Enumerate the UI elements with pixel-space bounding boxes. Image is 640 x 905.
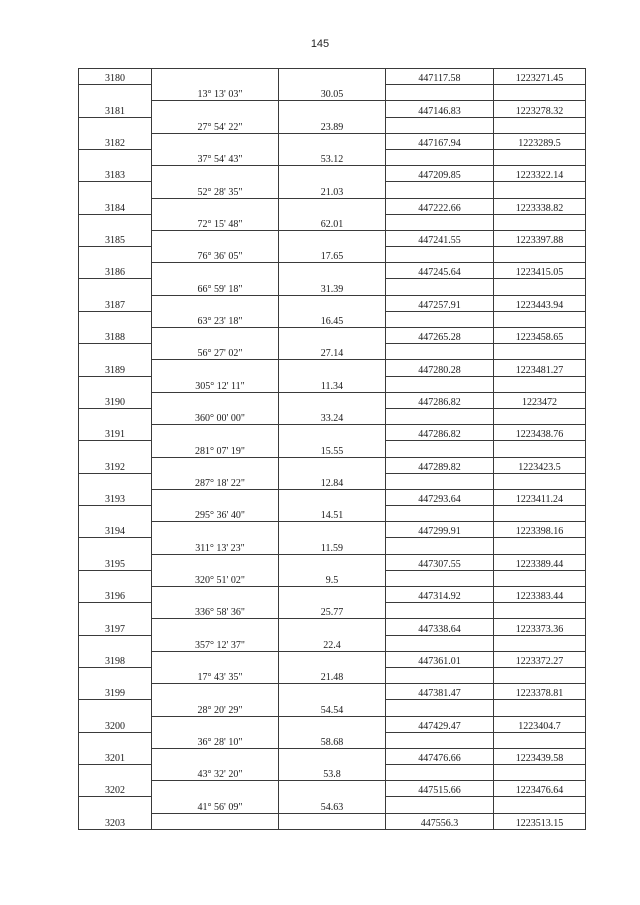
x-coordinate: 447307.55: [386, 554, 494, 570]
x-blank-cell: [386, 667, 494, 683]
x-blank-cell: [386, 700, 494, 716]
point-number: 3187: [79, 295, 152, 311]
segment-row: [79, 182, 586, 198]
y-coordinate: 1223443.94: [494, 295, 586, 311]
point-number: 3185: [79, 230, 152, 246]
distance-blank-cell: [279, 554, 386, 570]
distance-blank-cell: [279, 781, 386, 797]
distance-blank-cell: [279, 133, 386, 149]
segment-row: [79, 570, 586, 586]
y-blank-cell: [494, 376, 586, 392]
x-blank-cell: [386, 570, 494, 586]
distance: 31.39: [279, 279, 386, 295]
bearing: 357° 12' 37": [152, 635, 279, 651]
point-row: [79, 230, 586, 246]
x-coordinate: 447146.83: [386, 101, 494, 117]
y-coordinate: 1223278.32: [494, 101, 586, 117]
bearing: 311° 13' 23": [152, 538, 279, 554]
point-number: 3191: [79, 425, 152, 441]
y-coordinate: 1223423.5: [494, 457, 586, 473]
point-number: 3202: [79, 781, 152, 797]
x-coordinate: 447286.82: [386, 392, 494, 408]
bearing-blank-cell: [152, 813, 279, 829]
bearing: 17° 43' 35": [152, 667, 279, 683]
point-row: [79, 684, 586, 700]
bearing-blank-cell: [152, 716, 279, 732]
distance-blank-cell: [279, 425, 386, 441]
point-number: 3203: [79, 813, 152, 829]
x-coordinate: 447222.66: [386, 198, 494, 214]
bearing-blank-cell: [152, 392, 279, 408]
x-blank-cell: [386, 85, 494, 101]
distance-blank-cell: [279, 166, 386, 182]
survey-table-body: [79, 69, 586, 830]
distance-blank-cell: [279, 295, 386, 311]
segment-row: [79, 732, 586, 748]
bearing: 336° 58' 36": [152, 603, 279, 619]
y-coordinate: 1223322.14: [494, 166, 586, 182]
point-blank-cell: [79, 247, 152, 263]
distance-blank-cell: [279, 748, 386, 764]
point-number: 3201: [79, 748, 152, 764]
y-blank-cell: [494, 408, 586, 424]
y-blank-cell: [494, 603, 586, 619]
bearing: 37° 54' 43": [152, 149, 279, 165]
bearing: 295° 36' 40": [152, 506, 279, 522]
y-blank-cell: [494, 279, 586, 295]
y-blank-cell: [494, 506, 586, 522]
y-blank-cell: [494, 797, 586, 813]
survey-coordinate-table: [78, 68, 586, 830]
distance-blank-cell: [279, 684, 386, 700]
x-coordinate: 447209.85: [386, 166, 494, 182]
y-blank-cell: [494, 441, 586, 457]
distance-blank-cell: [279, 587, 386, 603]
bearing: 320° 51' 02": [152, 570, 279, 586]
point-blank-cell: [79, 214, 152, 230]
bearing-blank-cell: [152, 554, 279, 570]
point-row: [79, 425, 586, 441]
point-number: 3184: [79, 198, 152, 214]
y-coordinate: 1223289.5: [494, 133, 586, 149]
x-blank-cell: [386, 506, 494, 522]
bearing: 56° 27' 02": [152, 344, 279, 360]
bearing-blank-cell: [152, 263, 279, 279]
point-blank-cell: [79, 182, 152, 198]
bearing-blank-cell: [152, 230, 279, 246]
x-blank-cell: [386, 732, 494, 748]
y-coordinate: 1223389.44: [494, 554, 586, 570]
x-coordinate: 447515.66: [386, 781, 494, 797]
y-coordinate: 1223338.82: [494, 198, 586, 214]
bearing: 76° 36' 05": [152, 247, 279, 263]
bearing-blank-cell: [152, 295, 279, 311]
point-blank-cell: [79, 376, 152, 392]
point-row: [79, 69, 586, 85]
y-coordinate: 1223372.27: [494, 651, 586, 667]
x-blank-cell: [386, 797, 494, 813]
point-number: 3197: [79, 619, 152, 635]
segment-row: [79, 603, 586, 619]
distance: 54.54: [279, 700, 386, 716]
x-coordinate: 447429.47: [386, 716, 494, 732]
point-row: [79, 781, 586, 797]
point-number: 3180: [79, 69, 152, 85]
x-blank-cell: [386, 279, 494, 295]
y-coordinate: 1223411.24: [494, 489, 586, 505]
point-blank-cell: [79, 667, 152, 683]
distance-blank-cell: [279, 813, 386, 829]
distance-blank-cell: [279, 263, 386, 279]
bearing-blank-cell: [152, 781, 279, 797]
segment-row: [79, 473, 586, 489]
point-blank-cell: [79, 85, 152, 101]
bearing-blank-cell: [152, 587, 279, 603]
y-coordinate: 1223271.45: [494, 69, 586, 85]
bearing-blank-cell: [152, 101, 279, 117]
segment-row: [79, 408, 586, 424]
bearing-blank-cell: [152, 198, 279, 214]
distance: 21.48: [279, 667, 386, 683]
point-blank-cell: [79, 149, 152, 165]
bearing-blank-cell: [152, 133, 279, 149]
segment-row: [79, 765, 586, 781]
x-coordinate: 447293.64: [386, 489, 494, 505]
y-coordinate: 1223373.36: [494, 619, 586, 635]
segment-row: [79, 797, 586, 813]
x-coordinate: 447280.28: [386, 360, 494, 376]
point-row: [79, 522, 586, 538]
point-number: 3188: [79, 328, 152, 344]
y-blank-cell: [494, 473, 586, 489]
point-blank-cell: [79, 732, 152, 748]
distance: 23.89: [279, 117, 386, 133]
segment-row: [79, 635, 586, 651]
point-number: 3200: [79, 716, 152, 732]
y-coordinate: 1223404.7: [494, 716, 586, 732]
distance-blank-cell: [279, 198, 386, 214]
point-number: 3181: [79, 101, 152, 117]
distance-blank-cell: [279, 328, 386, 344]
bearing-blank-cell: [152, 328, 279, 344]
point-row: [79, 263, 586, 279]
segment-row: [79, 441, 586, 457]
y-blank-cell: [494, 182, 586, 198]
point-row: [79, 489, 586, 505]
y-blank-cell: [494, 570, 586, 586]
point-blank-cell: [79, 570, 152, 586]
distance: 25.77: [279, 603, 386, 619]
distance: 11.34: [279, 376, 386, 392]
point-blank-cell: [79, 635, 152, 651]
y-coordinate: 1223458.65: [494, 328, 586, 344]
segment-row: [79, 117, 586, 133]
bearing-blank-cell: [152, 522, 279, 538]
distance: 21.03: [279, 182, 386, 198]
segment-row: [79, 214, 586, 230]
distance-blank-cell: [279, 392, 386, 408]
y-coordinate: 1223481.27: [494, 360, 586, 376]
x-coordinate: 447245.64: [386, 263, 494, 279]
y-blank-cell: [494, 117, 586, 133]
point-number: 3195: [79, 554, 152, 570]
point-row: [79, 651, 586, 667]
bearing: 360° 00' 00": [152, 408, 279, 424]
y-coordinate: 1223476.64: [494, 781, 586, 797]
distance: 33.24: [279, 408, 386, 424]
x-coordinate: 447361.01: [386, 651, 494, 667]
point-row: [79, 328, 586, 344]
x-blank-cell: [386, 538, 494, 554]
segment-row: [79, 538, 586, 554]
distance-blank-cell: [279, 101, 386, 117]
x-coordinate: 447265.28: [386, 328, 494, 344]
segment-row: [79, 344, 586, 360]
x-blank-cell: [386, 473, 494, 489]
point-row: [79, 716, 586, 732]
distance-blank-cell: [279, 457, 386, 473]
x-blank-cell: [386, 117, 494, 133]
page-number: 145: [310, 38, 330, 50]
distance-blank-cell: [279, 360, 386, 376]
distance: 58.68: [279, 732, 386, 748]
x-coordinate: 447117.58: [386, 69, 494, 85]
bearing: 52° 28' 35": [152, 182, 279, 198]
x-coordinate: 447241.55: [386, 230, 494, 246]
point-number: 3186: [79, 263, 152, 279]
distance: 9.5: [279, 570, 386, 586]
x-blank-cell: [386, 214, 494, 230]
distance: 22.4: [279, 635, 386, 651]
x-coordinate: 447381.47: [386, 684, 494, 700]
point-blank-cell: [79, 473, 152, 489]
y-coordinate: 1223397.88: [494, 230, 586, 246]
y-blank-cell: [494, 635, 586, 651]
bearing: 43° 32' 20": [152, 765, 279, 781]
distance: 17.65: [279, 247, 386, 263]
x-coordinate: 447299.91: [386, 522, 494, 538]
point-blank-cell: [79, 506, 152, 522]
point-blank-cell: [79, 408, 152, 424]
x-coordinate: 447289.82: [386, 457, 494, 473]
point-row: [79, 554, 586, 570]
y-blank-cell: [494, 732, 586, 748]
bearing-blank-cell: [152, 748, 279, 764]
distance: 54.63: [279, 797, 386, 813]
bearing: 287° 18' 22": [152, 473, 279, 489]
segment-row: [79, 279, 586, 295]
segment-row: [79, 247, 586, 263]
distance-blank-cell: [279, 522, 386, 538]
bearing-blank-cell: [152, 651, 279, 667]
y-blank-cell: [494, 765, 586, 781]
distance: 30.05: [279, 85, 386, 101]
distance-blank-cell: [279, 230, 386, 246]
x-blank-cell: [386, 603, 494, 619]
y-blank-cell: [494, 85, 586, 101]
point-number: 3198: [79, 651, 152, 667]
x-blank-cell: [386, 182, 494, 198]
x-blank-cell: [386, 376, 494, 392]
y-coordinate: 1223378.81: [494, 684, 586, 700]
point-row: [79, 101, 586, 117]
x-coordinate: 447167.94: [386, 133, 494, 149]
point-row: [79, 587, 586, 603]
distance: 14.51: [279, 506, 386, 522]
distance: 11.59: [279, 538, 386, 554]
distance-blank-cell: [279, 651, 386, 667]
x-blank-cell: [386, 247, 494, 263]
point-row: [79, 133, 586, 149]
segment-row: [79, 311, 586, 327]
point-blank-cell: [79, 603, 152, 619]
bearing: 28° 20' 29": [152, 700, 279, 716]
x-blank-cell: [386, 441, 494, 457]
y-blank-cell: [494, 667, 586, 683]
x-coordinate: 447556.3: [386, 813, 494, 829]
y-blank-cell: [494, 700, 586, 716]
y-coordinate: 1223472: [494, 392, 586, 408]
distance: 16.45: [279, 311, 386, 327]
bearing: 13° 13' 03": [152, 85, 279, 101]
bearing-blank-cell: [152, 425, 279, 441]
bearing: 281° 07' 19": [152, 441, 279, 457]
distance-blank-cell: [279, 716, 386, 732]
x-blank-cell: [386, 408, 494, 424]
x-coordinate: 447338.64: [386, 619, 494, 635]
point-row: [79, 392, 586, 408]
point-blank-cell: [79, 765, 152, 781]
point-number: 3199: [79, 684, 152, 700]
y-coordinate: 1223513.15: [494, 813, 586, 829]
point-blank-cell: [79, 700, 152, 716]
point-blank-cell: [79, 117, 152, 133]
y-coordinate: 1223415.05: [494, 263, 586, 279]
point-number: 3182: [79, 133, 152, 149]
bearing: 72° 15' 48": [152, 214, 279, 230]
bearing: 305° 12' 11": [152, 376, 279, 392]
point-number: 3196: [79, 587, 152, 603]
y-blank-cell: [494, 149, 586, 165]
bearing-blank-cell: [152, 457, 279, 473]
y-blank-cell: [494, 214, 586, 230]
point-number: 3194: [79, 522, 152, 538]
y-coordinate: 1223398.16: [494, 522, 586, 538]
distance: 27.14: [279, 344, 386, 360]
bearing: 41° 56' 09": [152, 797, 279, 813]
point-row: [79, 198, 586, 214]
distance-blank-cell: [279, 69, 386, 85]
segment-row: [79, 506, 586, 522]
point-blank-cell: [79, 344, 152, 360]
distance: 12.84: [279, 473, 386, 489]
point-blank-cell: [79, 797, 152, 813]
distance: 15.55: [279, 441, 386, 457]
y-blank-cell: [494, 538, 586, 554]
distance-blank-cell: [279, 619, 386, 635]
distance-blank-cell: [279, 489, 386, 505]
x-blank-cell: [386, 635, 494, 651]
bearing: 27° 54' 22": [152, 117, 279, 133]
point-row: [79, 813, 586, 829]
point-number: 3190: [79, 392, 152, 408]
y-coordinate: 1223438.76: [494, 425, 586, 441]
segment-row: [79, 85, 586, 101]
x-blank-cell: [386, 149, 494, 165]
x-coordinate: 447314.92: [386, 587, 494, 603]
bearing: 66° 59' 18": [152, 279, 279, 295]
bearing-blank-cell: [152, 684, 279, 700]
point-row: [79, 748, 586, 764]
bearing-blank-cell: [152, 166, 279, 182]
point-number: 3183: [79, 166, 152, 182]
bearing-blank-cell: [152, 69, 279, 85]
point-row: [79, 619, 586, 635]
x-coordinate: 447257.91: [386, 295, 494, 311]
bearing-blank-cell: [152, 360, 279, 376]
y-blank-cell: [494, 344, 586, 360]
point-row: [79, 166, 586, 182]
y-coordinate: 1223439.58: [494, 748, 586, 764]
point-blank-cell: [79, 538, 152, 554]
point-row: [79, 295, 586, 311]
bearing: 63° 23' 18": [152, 311, 279, 327]
y-blank-cell: [494, 247, 586, 263]
x-blank-cell: [386, 765, 494, 781]
distance: 62.01: [279, 214, 386, 230]
point-row: [79, 457, 586, 473]
bearing: 36° 28' 10": [152, 732, 279, 748]
point-number: 3192: [79, 457, 152, 473]
point-number: 3189: [79, 360, 152, 376]
segment-row: [79, 700, 586, 716]
segment-row: [79, 667, 586, 683]
bearing-blank-cell: [152, 489, 279, 505]
distance: 53.8: [279, 765, 386, 781]
point-blank-cell: [79, 441, 152, 457]
bearing-blank-cell: [152, 619, 279, 635]
x-blank-cell: [386, 311, 494, 327]
y-coordinate: 1223383.44: [494, 587, 586, 603]
point-row: [79, 360, 586, 376]
distance: 53.12: [279, 149, 386, 165]
segment-row: [79, 376, 586, 392]
x-blank-cell: [386, 344, 494, 360]
point-number: 3193: [79, 489, 152, 505]
y-blank-cell: [494, 311, 586, 327]
point-blank-cell: [79, 279, 152, 295]
x-coordinate: 447286.82: [386, 425, 494, 441]
segment-row: [79, 149, 586, 165]
point-blank-cell: [79, 311, 152, 327]
x-coordinate: 447476.66: [386, 748, 494, 764]
